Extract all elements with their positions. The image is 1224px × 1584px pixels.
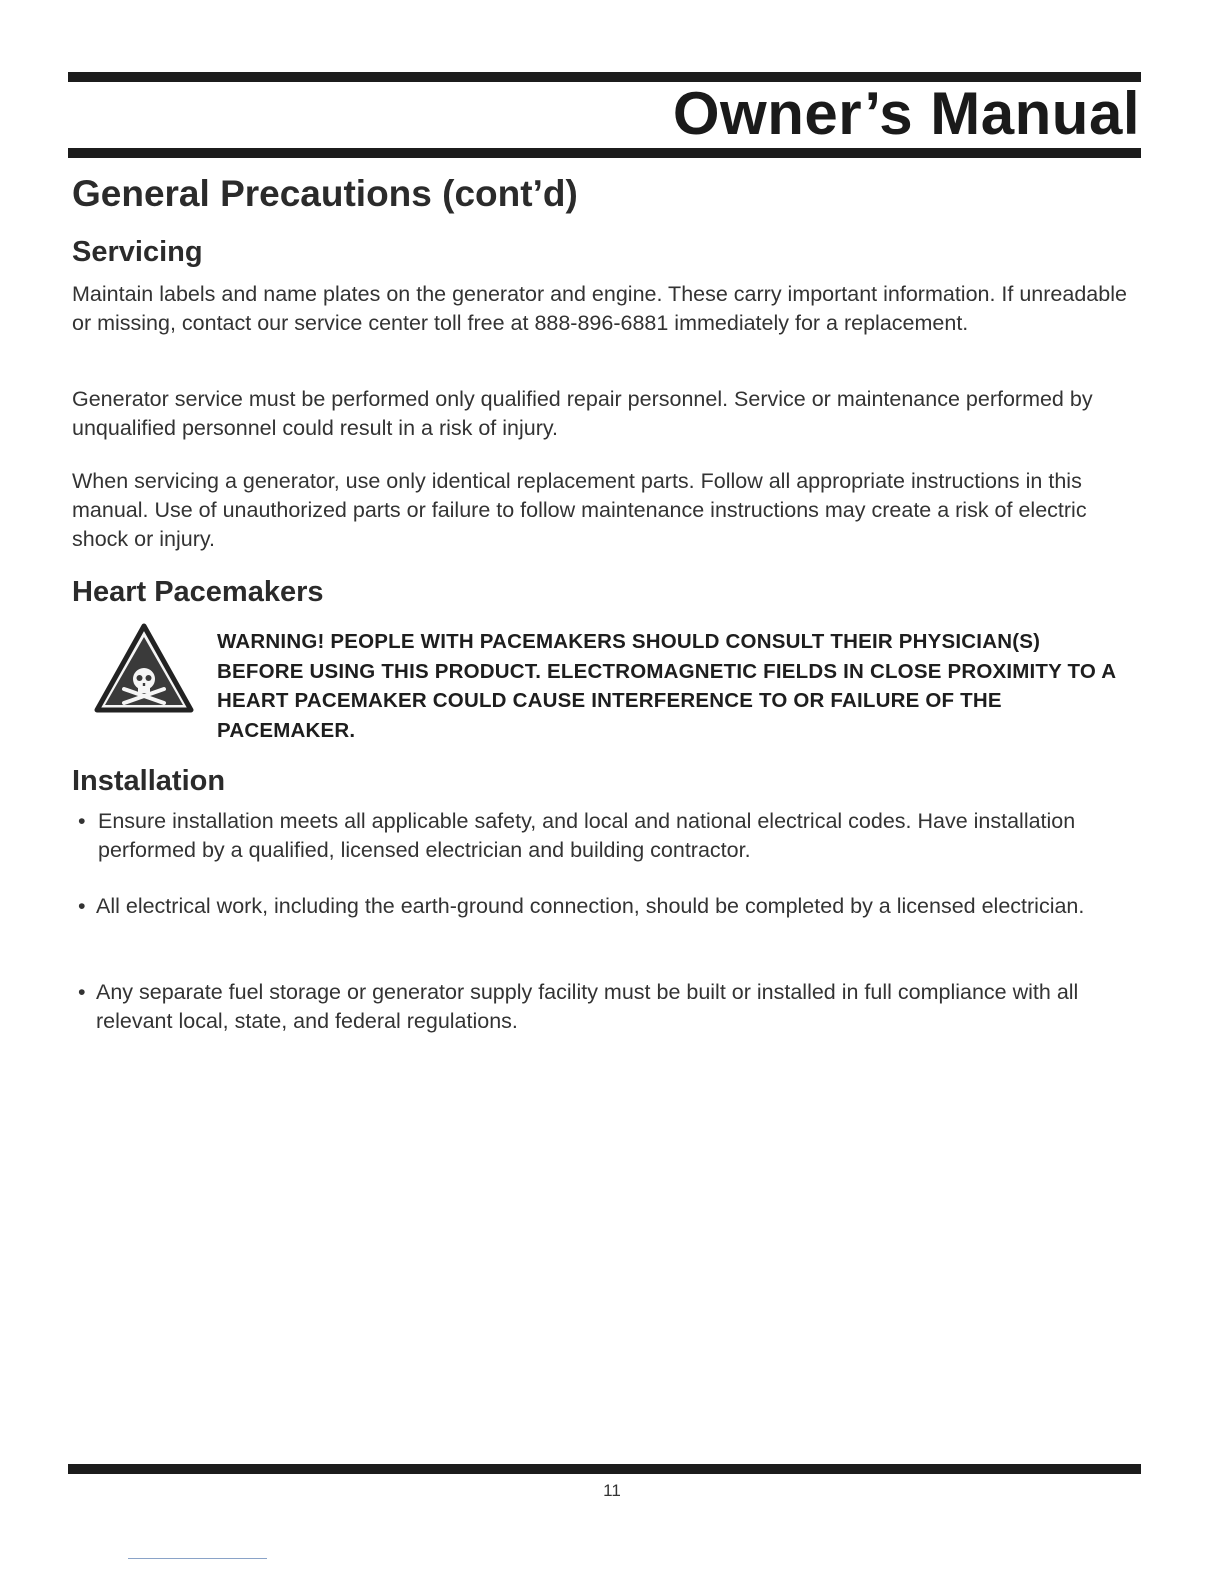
installation-bullet-2: All electrical work, including the earth-ground connection, should be completed by a licensed electrician. — [96, 894, 1085, 918]
decorative-underline — [128, 1558, 267, 1559]
pacemaker-warning-text: WARNING! PEOPLE WITH PACEMAKERS SHOULD CONSULT THEIR PHYSICIAN(S) BEFORE USING THIS PRODUCT. ELECTROMAGNETIC FIELDS IN CLOSE PROXIMITY TO A HEART PACEMAKER COULD CAUSE INTERFERENCE TO OR FAILURE OF THE PACEMAKER. — [217, 630, 1116, 742]
page-number: 11 — [603, 1481, 621, 1500]
manual-title: Owner’s Manual — [672, 80, 1140, 147]
installation-bullet-1: Ensure installation meets all applicable safety, and local and national electrical codes. Have installation performed by a qualified, licensed electrician and building contractor. — [98, 809, 1076, 862]
bullet-icon: • — [78, 894, 86, 918]
installation-bullet-3: Any separate fuel storage or generator supply facility must be built or installed in full compliance with all relevant local, state, and federal regulations. — [96, 980, 1079, 1033]
bullet-icon: • — [78, 809, 86, 833]
servicing-paragraph-1: Maintain labels and name plates on the generator and engine. These carry important information. If unreadable or missing, contact our service center toll free at 888-896-6881 immediately for a replacement. — [72, 282, 1127, 335]
skull-crossbones-warning-icon — [94, 623, 194, 713]
list-item — [78, 807, 1158, 865]
servicing-paragraph-2: Generator service must be performed only qualified repair personnel. Service or maintenance performed by unqualified personnel could result in a risk of injury. — [72, 387, 1093, 440]
page-title: General Precautions (cont’d) — [72, 173, 578, 214]
pacemakers-heading: Heart Pacemakers — [72, 576, 324, 608]
installation-heading: Installation — [72, 765, 226, 797]
header-bottom-rule — [68, 148, 1141, 158]
servicing-paragraph-3: When servicing a generator, use only identical replacement parts. Follow all appropriate instructions in this manual. Use of unauthorized parts or failure to follow maintenance instructions may create a risk of electric shock or injury. — [72, 469, 1087, 551]
bullet-icon: • — [78, 980, 86, 1004]
list-item — [78, 892, 1158, 921]
servicing-heading: Servicing — [72, 236, 203, 268]
footer-rule — [68, 1464, 1141, 1474]
list-item — [78, 978, 1158, 1036]
